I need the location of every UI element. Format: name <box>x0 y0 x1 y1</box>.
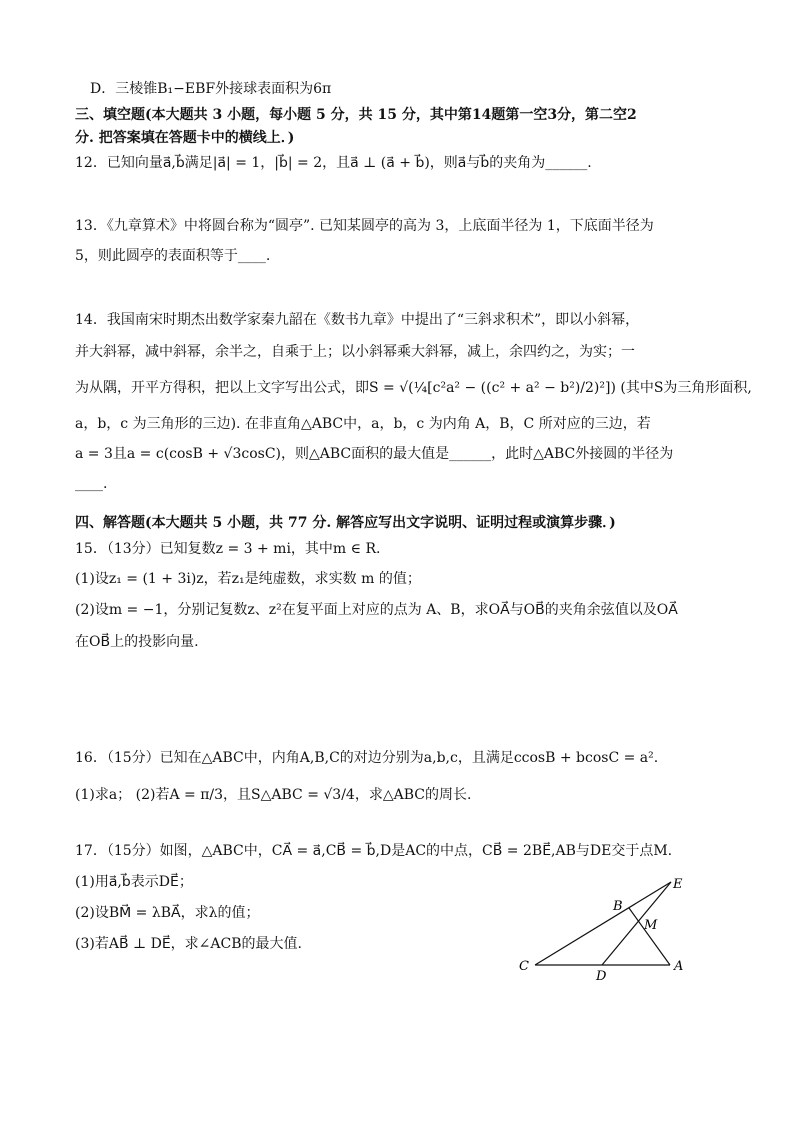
q14-line3: 为从隅，开平方得积，把以上文字写出公式，即S = √(¼[c²a² − ((c² + a² − b²)/2)²]) (其中S为三角形面积, <box>75 380 752 396</box>
q15-line3: (2)设m = −1，分别记复数z、z²在复平面上对应的点为 A、B，求OA⃗与OB⃗的夹角余弦值以及OA⃗ <box>75 602 678 618</box>
q14-line1: 14．我国南宋时期杰出数学家秦九韶在《数书九章》中提出了“三斜求积术”，即以小斜幂， <box>75 312 640 328</box>
segment-ba <box>629 908 670 965</box>
q15-line4: 在OB⃗上的投影向量. <box>75 634 199 650</box>
section3-heading-line1: 三、填空题(本大题共 3 小题，每小题 5 分，共 15 分，其中第14题第一空3分，第二空2 <box>75 107 637 123</box>
label-m: M <box>644 918 658 933</box>
q12-text: 12．已知向量a⃗,b⃗满足|a⃗| = 1，|b⃗| = 2，且a⃗ ⊥ (a⃗ + b⃗)，则a⃗与b⃗的夹角为______. <box>75 155 592 171</box>
label-c: C <box>519 959 529 974</box>
label-a: A <box>674 959 684 974</box>
q14-line2: 并大斜幂，减中斜幂，余半之，自乘于上；以小斜幂乘大斜幂，减上，余四约之，为实；一 <box>75 344 635 360</box>
q17-line3: (2)设BM⃗ = λBA⃗，求λ的值； <box>75 905 260 921</box>
section3-heading-line2: 分. 把答案填在答题卡中的横线上．) <box>75 130 295 146</box>
q17-line4: (3)若AB⃗ ⊥ DE⃗，求∠ACB的最大值. <box>75 936 302 952</box>
q15-line2: (1)设z₁ = (1 + 3i)z，若z₁是纯虚数，求实数 m 的值； <box>75 571 421 587</box>
triangle-figure <box>510 872 710 984</box>
section4-heading: 四、解答题(本大题共 5 小题，共 77 分. 解答应写出文字说明、证明过程或演算步骤．) <box>75 515 616 531</box>
q13-line2: 5，则此圆亭的表面积等于____. <box>75 248 271 264</box>
label-e: E <box>673 877 683 892</box>
q16-line1: 16．（15分）已知在△ABC中，内角A,B,C的对边分别为a,b,c，且满足ccosB + bcosC = a². <box>75 750 659 766</box>
label-b: B <box>613 899 623 914</box>
q15-line1: 15．（13分）已知复数z = 3 + mi，其中m ∈ R. <box>75 541 381 557</box>
q13-line1: 13．《九章算术》中将圆台称为“圆亭”. 已知某圆亭的高为 3，上底面半径为 1，下底面半径为 <box>75 218 654 234</box>
q17-line1: 17．（15分）如图，△ABC中，CA⃗ = a⃗,CB⃗ = b⃗,D是AC的中点，CB⃗ = 2BE⃗,AB与DE交于点M. <box>75 843 673 859</box>
q14-line6: ____. <box>75 476 108 492</box>
q16-line2: (1)求a； (2)若A = π/3，且S△ABC = √3/4，求△ABC的周长. <box>75 787 472 803</box>
option-d-text: D．三棱锥B₁−EBF外接球表面积为6π <box>90 81 332 97</box>
q14-line4: a，b，c 为三角形的三边). 在非直角△ABC中，a，b，c 为内角 A，B，C 所对应的三边，若 <box>75 416 651 432</box>
q17-line2: (1)用a⃗,b⃗表示DE⃗； <box>75 874 193 890</box>
label-d: D <box>596 969 607 984</box>
q14-line5: a = 3且a = c(cosB + √3cosC)，则△ABC面积的最大值是______，此时△ABC外接圆的半径为 <box>75 446 674 462</box>
